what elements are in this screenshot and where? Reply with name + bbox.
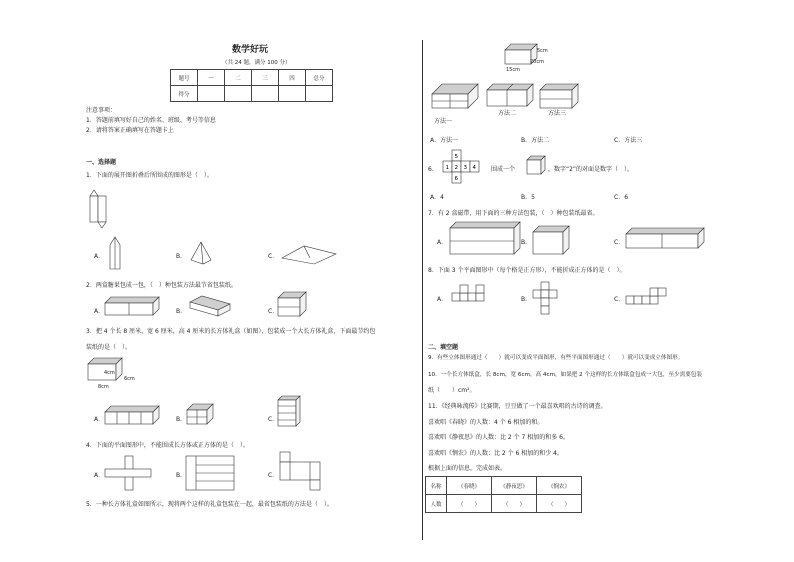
q6-net-figure [443, 150, 493, 188]
score-input[interactable] [225, 86, 252, 102]
table-cell: 《春晓》 [447, 477, 492, 495]
q8-net-figure-b [533, 282, 559, 316]
question-6-middle: 围成一个 [491, 166, 516, 173]
answer-blank[interactable]: （ ） [447, 495, 492, 513]
q5-option-a[interactable]: A．方法一 [430, 137, 459, 144]
q3-option-b[interactable]: B． [176, 416, 187, 423]
q3-pack-figure-a [105, 406, 161, 426]
table-cell: 人数 [426, 495, 447, 513]
q2-option-b[interactable]: B． [176, 308, 187, 315]
q5-label-height: 5cm [537, 48, 548, 54]
q5-option-b[interactable]: B．方法二 [521, 137, 550, 144]
q11-info-line: 喜欢唱《悯农》的人数：比 2 个 6 相加的和少 4。 [428, 450, 563, 457]
q8-option-c[interactable]: C． [614, 296, 625, 303]
q11-table [425, 476, 582, 513]
score-cell: 得分 [171, 86, 198, 102]
q4-net-figure-b [186, 456, 234, 492]
table-cell: 《静夜思》 [492, 477, 537, 495]
q3-label-width: 6cm [124, 376, 135, 382]
net-cell: 6 [454, 176, 458, 182]
q5-method-label: 方法二 [498, 110, 517, 117]
score-cell: 题号 [171, 70, 198, 86]
q7-option-a[interactable]: A． [437, 239, 448, 246]
note-item: 2．请将答案正确填写在答题卡上 [86, 127, 174, 134]
question-1: 1．下面的展开图折叠后所围成的图形是（ ）。 [86, 172, 213, 179]
q4-option-b[interactable]: B． [176, 472, 187, 479]
question-10: 10．一个长方体纸盒，长 8cm，宽 6cm，高 4cm，如果把 2 个这样的长方体纸盒包成一大包，至少需要包装 [428, 372, 702, 378]
question-4: 4．下面的平面图形中，不能围成长方体或正方体的是（ ）。 [86, 442, 249, 449]
q2-box-figure-c [278, 292, 308, 318]
score-cell: 总分 [306, 70, 333, 86]
question-5: 5．一种长方体礼盒如图所示，现将两个这样的礼盒包装在一起，最省包装纸的方法是（ ）。 [86, 501, 333, 508]
q7-box-figure-c [626, 228, 706, 250]
score-cell: 一 [198, 70, 225, 86]
question-2: 2．两盒糖果包成一包，（ ）种包装方法最节省包装纸。 [86, 282, 237, 289]
q11-info-line: 根据上面的信息，完成如表。 [428, 465, 507, 472]
score-cell: 二 [225, 70, 252, 86]
question-7: 7．有 2 盒磁带，用下面的三种方法包装，（ ）种包装纸最省。 [428, 210, 599, 217]
q7-box-figure-a [450, 222, 522, 256]
q2-option-a[interactable]: A． [94, 308, 105, 315]
q7-box-figure-b [533, 226, 571, 256]
answer-blank[interactable]: （ ） [492, 495, 537, 513]
column-divider [422, 40, 423, 540]
question-3-cont: 装纸的是（ ）。 [86, 344, 132, 351]
net-cell: 1 [445, 165, 449, 171]
q11-info-line: 喜欢唱《静夜思》的人数：比 2 个 7 相加的和多 6。 [428, 434, 569, 441]
q8-option-a[interactable]: A． [437, 296, 448, 303]
q8-net-figure-a [452, 284, 488, 304]
q1-prism-figure [108, 237, 122, 271]
q6-option-b[interactable]: B．5 [521, 194, 535, 201]
q8-net-figure-c [626, 288, 666, 306]
q7-option-b[interactable]: B． [521, 239, 532, 246]
q3-option-c[interactable]: C． [268, 416, 279, 423]
question-6: ，数字“2”的对面是数字（ ）。 [548, 166, 634, 173]
section-title: 一、选择题 [86, 159, 117, 166]
q5-label-length: 20cm [530, 59, 544, 65]
q2-box-figure-b [190, 296, 232, 318]
q5-method-label: 方法三 [548, 110, 567, 117]
score-table-row [171, 86, 333, 102]
table-row [426, 477, 582, 495]
note-item: 1．答题前填写好自己的姓名、班级、考号等信息 [86, 117, 216, 124]
net-cell: 5 [454, 154, 458, 160]
q6-option-a[interactable]: A．4 [430, 194, 444, 201]
question-9: 9．有些立体图形通过（ ）就可以变成平面图形，有些平面图形通过（ ）就可以变成立体图形。 [428, 355, 684, 361]
q1-pyramid-figure [189, 242, 213, 264]
q3-label-length: 8cm [98, 384, 109, 390]
q5-method-1-figure [432, 84, 480, 112]
page-subtitle: （共 24 题，满分 100 分） [222, 60, 291, 66]
q7-option-c[interactable]: C． [614, 239, 625, 246]
q11-info-line: 喜欢唱《春晓》的人数：4 个 6 相加的和。 [428, 419, 544, 426]
q3-label-height: 4cm [104, 370, 115, 376]
score-input[interactable] [198, 86, 225, 102]
score-table-row [171, 70, 333, 86]
q1-wedge-figure [280, 244, 338, 266]
q6-cube-figure [527, 156, 547, 178]
score-cell: 三 [252, 70, 279, 86]
q6-option-c[interactable]: C．6 [614, 194, 629, 201]
question-8: 8．下面 3 个平面图形中（每个格是正方形），不能折成正方体的是（ ）。 [428, 267, 626, 274]
table-row [426, 495, 582, 513]
table-cell: 《悯农》 [537, 477, 582, 495]
q1-option-a[interactable]: A． [94, 253, 105, 260]
q4-option-c[interactable]: C． [268, 472, 279, 479]
question-6-prefix: 6． [428, 166, 438, 173]
score-cell: 四 [279, 70, 306, 86]
q3-option-a[interactable]: A． [94, 416, 105, 423]
table-cell: 名称 [426, 477, 447, 495]
q3-pack-figure-b [187, 404, 215, 426]
q5-label-width: 15cm [506, 67, 520, 73]
net-cell: 2 [454, 165, 458, 171]
q5-method-label: 方法一 [434, 118, 453, 125]
q4-net-figure-a [105, 456, 151, 492]
q1-option-c[interactable]: C． [268, 253, 279, 260]
score-input[interactable] [306, 86, 333, 102]
q3-pack-figure-c [278, 396, 302, 428]
q4-option-a[interactable]: A． [94, 472, 105, 479]
score-input[interactable] [279, 86, 306, 102]
q8-option-b[interactable]: B． [521, 296, 532, 303]
question-3: 3．把 4 个长 8 厘米，宽 6 厘米，高 4 厘米的长方体礼盒（如图），包装成一个大长方体礼盒，下面最节约包 [86, 328, 376, 335]
question-11: 11．《经典咏流传》比赛期，豆豆做了一个最喜欢唱的古诗的调查。 [428, 403, 607, 410]
answer-blank[interactable]: （ ） [537, 495, 582, 513]
score-input[interactable] [252, 86, 279, 102]
net-cell: 3 [463, 165, 467, 171]
q1-net-figure [88, 188, 118, 228]
page-title: 数学好玩 [232, 45, 269, 55]
q1-option-b[interactable]: B． [176, 253, 187, 260]
q5-option-c[interactable]: C．方法三 [614, 137, 643, 144]
q2-box-figure-a [105, 297, 161, 317]
q2-option-c[interactable]: C． [268, 308, 279, 315]
section-title: 二、填空题 [428, 344, 459, 351]
q4-net-figure-c [280, 452, 322, 492]
score-table [170, 69, 333, 102]
notes-title: 注意事项： [86, 107, 117, 114]
question-10-cont: 纸（ ）cm²。 [428, 387, 476, 394]
net-cell: 4 [472, 165, 476, 171]
